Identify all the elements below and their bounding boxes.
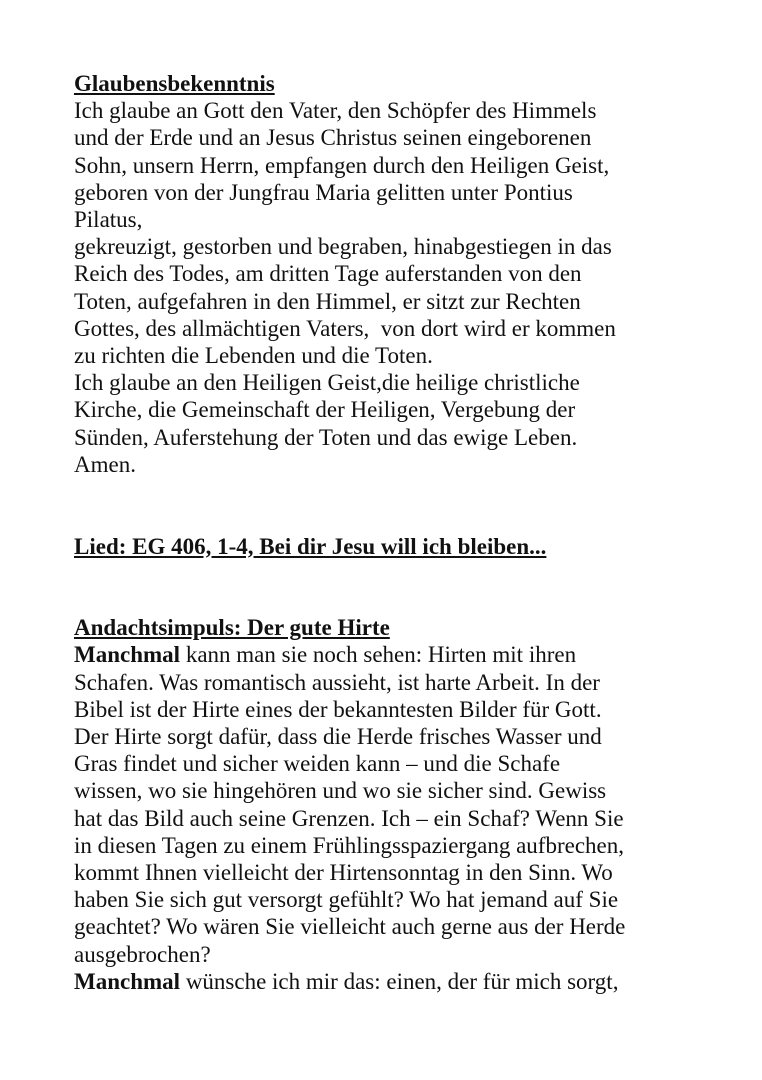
text-line: Kirche, die Gemeinschaft der Heiligen, Vergebung der [74, 397, 576, 423]
spacer [74, 478, 734, 533]
text-line: Schafen. Was romantisch aussieht, ist harte Arbeit. In der [74, 669, 600, 695]
glaubensbekenntnis-section [74, 70, 734, 478]
text-line: gekreuzigt, gestorben und begraben, hinabgestiegen in das [74, 234, 612, 260]
text-line: kommt Ihnen vielleicht der Hirtensonntag in den Sinn. Wo [74, 860, 613, 886]
document-page [74, 70, 734, 995]
text-line [74, 641, 734, 668]
lead-word: Manchmal [74, 968, 181, 994]
text-line: Bibel ist der Hirte eines der bekanntesten Bilder für Gott. [74, 696, 602, 722]
text-line: Amen. [74, 451, 136, 477]
text-line: in diesen Tagen zu einem Frühlingsspaziergang aufbrechen, [74, 832, 625, 858]
line-rest: kann man sie noch sehen: Hirten mit ihren [180, 642, 577, 668]
text-line: Gottes, des allmächtigen Vaters, von dort wird er kommen [74, 315, 616, 341]
text-line: Ich glaube an Gott den Vater, den Schöpfer des Himmels [74, 98, 597, 124]
text-line: Sünden, Auferstehung der Toten und das ewige Leben. [74, 424, 578, 450]
glaubensbekenntnis-heading: Glaubensbekenntnis [74, 71, 275, 96]
text-line: hat das Bild auch seine Grenzen. Ich – ein Schaf? Wenn Sie [74, 805, 624, 831]
text-line: zu richten die Lebenden und die Toten. [74, 343, 433, 369]
text-line: geachtet? Wo wären Sie vielleicht auch gerne aus der Herde [74, 914, 626, 940]
andachtsimpuls-heading: Andachtsimpuls: Der gute Hirte [74, 615, 390, 641]
lied-section [74, 533, 734, 560]
text-line: und der Erde und an Jesus Christus seinen eingeborenen [74, 125, 592, 151]
andachtsimpuls-section [74, 614, 734, 995]
line-rest: wünsche ich mir das: einen, der für mich sorgt, [180, 968, 619, 994]
lead-word: Manchmal [74, 642, 181, 668]
text-line: Pilatus, [74, 207, 143, 233]
text-line: Sohn, unsern Herrn, empfangen durch den Heiligen Geist, [74, 152, 610, 178]
text-line [74, 968, 734, 995]
text-line: haben Sie sich gut versorgt gefühlt? Wo hat jemand auf Sie [74, 887, 619, 913]
lied-heading: Lied: EG 406, 1-4, Bei dir Jesu will ich bleiben... [74, 533, 547, 559]
text-line: wissen, wo sie hingehören und wo sie sicher sind. Gewiss [74, 778, 607, 804]
text-line: Gras findet und sicher weiden kann – und die Schafe [74, 751, 561, 777]
spacer [74, 560, 734, 615]
text-line: Reich des Todes, am dritten Tage auferstanden von den [74, 261, 582, 287]
text-line: Ich glaube an den Heiligen Geist,die heilige christliche [74, 370, 580, 396]
text-line: Der Hirte sorgt dafür, dass die Herde frisches Wasser und [74, 724, 602, 750]
text-line: geboren von der Jungfrau Maria gelitten unter Pontius [74, 179, 573, 205]
text-line: ausgebrochen? [74, 941, 211, 967]
text-line: Toten, aufgefahren in den Himmel, er sitzt zur Rechten [74, 288, 581, 314]
